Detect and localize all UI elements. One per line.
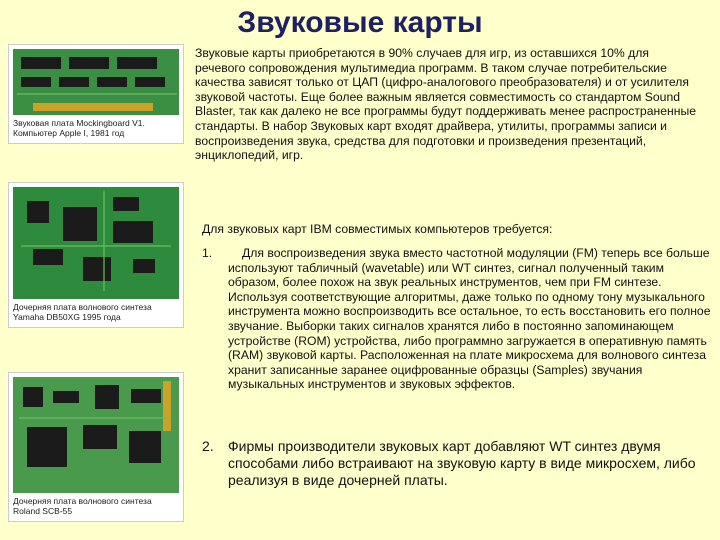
yamaha-board-image	[13, 187, 179, 299]
list-item	[202, 246, 712, 392]
figure-caption: Дочерняя плата волнового синтеза Roland SCB-55	[13, 496, 152, 516]
figure-roland-scb55	[8, 372, 184, 522]
figure-mockingboard	[8, 44, 184, 144]
list-item-text: Фирмы производители звуковых карт добавляют WT синтез двумя способами либо встраивают на звуковую карту в виде микросхем, либо реализуя в виде дочерней платы.	[228, 438, 696, 488]
mockingboard-image	[13, 49, 179, 115]
paragraph-bundle: В набор Звуковых карт входят драйвера, утилиты, программы записи и воспроизведения звука, средства для подготовки и произведения презентаций, энциклопедий, игр.	[195, 118, 667, 163]
list-item-number: 2.	[202, 438, 214, 454]
figure-caption: Дочерняя плата волнового синтеза Yamaha DB50XG 1995 года	[13, 302, 152, 322]
roland-board-image	[13, 377, 179, 493]
requirements-intro: Для звуковых карт IBM совместимых компьютеров требуется:	[202, 222, 553, 236]
list-item	[202, 438, 712, 488]
list-item-text: Для воспроизведения звука вместо частотной модуляции (FM) теперь все больше используют табличный (wavetable) или WT синтез, сигнал полученный таким образом, более похож на звук реальных инструментов, чем при FM синтезе. Используя соответствующие алгоритмы, даже только по одному тону музыкального инструмента можно воспроизводить все остальное, то есть восстановить его полное звучание. Выборки таких сигналов хранятся либо в постоянно запоминающем устройстве (ROM) устройства, либо программно загружается в оперативную память (RAM) звуковой карты. Расположенная на плате микросхема для волнового синтеза хранит записанные заранее оцифрованные образцы (Samples) звучания музыкальных инструментов и звуковых эффектов.	[228, 246, 711, 392]
paragraph-usage: Звуковые карты приобретаются в 90% случаев для игр, из оставшихся 10% для речевого сопровождения мультимедиа программ. В таком случае потребительские качества зависят только от ЦАП (цифро-аналогового преобразователя) и от усилителя звуковой частоты. Еще более важным является совместимость со стандартом Sound Blaster, так как далеко не все программы будут поддерживать менее распространенные стандарты.	[195, 46, 696, 133]
figure-yamaha-db50xg	[8, 182, 184, 328]
list-item-number: 1.	[202, 246, 213, 260]
figure-caption: Звуковая плата Mockingboard V1. Компьютер Apple I, 1981 год	[13, 118, 145, 138]
intro-paragraph	[195, 46, 700, 163]
page-title: Звуковые карты	[237, 6, 483, 39]
